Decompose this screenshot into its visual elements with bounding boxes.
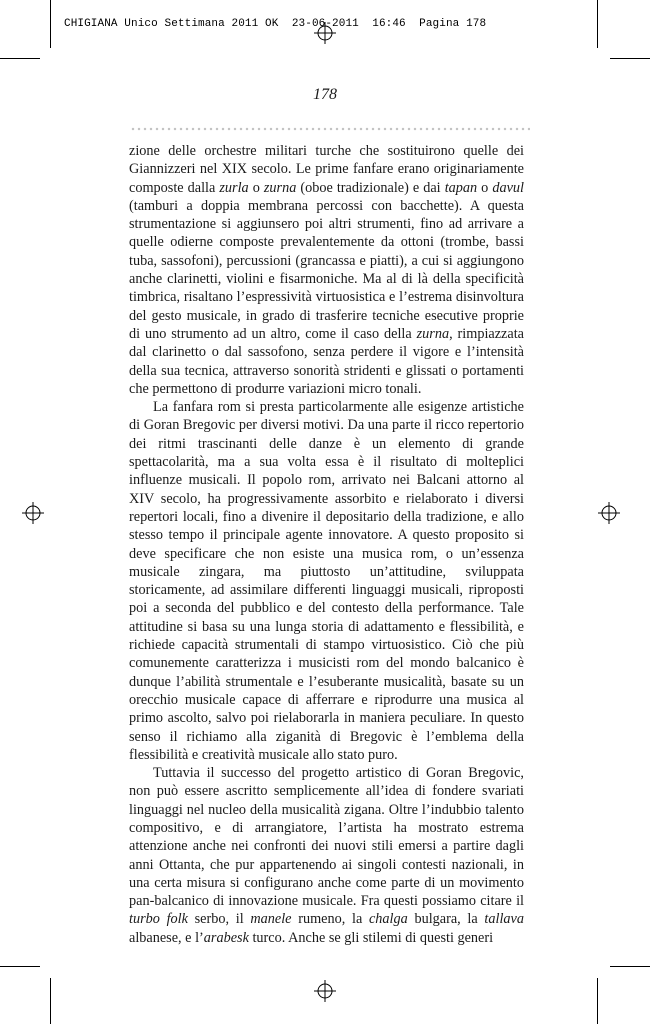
- text-run: albanese, e l’: [129, 929, 204, 946]
- body-paragraph: [129, 764, 524, 947]
- body-text: [129, 142, 524, 947]
- text-run: (tamburi a doppia membrana percossi con bacchette). A questa strumentazione si aggiunsero poi altri strumenti, fino ad arrivare a quelle odierne composte prevalentemente da ottoni (trombe, bassi tuba, sassofoni), percussioni (grancassa e piatti), a cui si aggiungono anche clarinetti, violini e fisarmoniche. Ma al di là della specificità timbrica, risaltano l’espressività virtuosistica e l’estrema disinvoltura del gesto musicale, in grado di trasferire tecniche esecutive proprie di uno strumento ad un altro, come il caso della: [129, 197, 524, 342]
- text-run: Tuttavia il successo del progetto artistico di Goran Bregovic, non può essere ascritto semplicemente all’idea di fondere svariati linguaggi nel nucleo della musicalità zigana. Oltre l’indubbio talento compositivo, e di arrangiatore, l’artista ha mostrato estrema attenzione anche nei confronti dei nuovi stili emersi a partire dagli anni Ottanta, che pur appartenendo ai singoli contesti nazionali, in una certa misura si configurano anche come parte di un movimento pan-balcanico di innovazione musicale. Fra questi possiamo citare il: [129, 765, 524, 910]
- crop-mark-bottom-left-horizontal: [0, 966, 40, 967]
- crop-mark-top-left-horizontal: [0, 58, 40, 59]
- crop-mark-bottom-right-vertical: [597, 978, 598, 1024]
- registration-mark-left-icon: [22, 502, 44, 524]
- text-run: o: [477, 179, 493, 196]
- text-run: bulgara, la: [407, 911, 485, 928]
- text-run: , rimpiazzata dal clarinetto o dal sassofono, senza perdere il vigore e l’intensità della sua tecnica, attraverso sonorità stridenti e glissati o portamenti che permettono di produrre variazioni micro tonali.: [129, 325, 524, 397]
- body-paragraph: [129, 142, 524, 398]
- crop-mark-top-right-vertical: [597, 0, 598, 48]
- registration-mark-bottom-icon: [314, 980, 336, 1002]
- italic-term: tapan: [444, 179, 478, 196]
- body-paragraph: [129, 398, 524, 764]
- text-run: La fanfara rom si presta particolarmente alle esigenze artistiche di Goran Bregovic per diversi motivi. Da una parte il ricco repertorio dei ritmi trascinanti delle danze è un elemento di grande spettacolarità, ma a sua volta essa è il risultato di molteplici influenze musicali. Il popolo rom, arrivato nei Balcani attorno al XIV secolo, ha progressivamente assorbito e rielaborato i diversi repertori locali, fino a divenire il depositario della tradizione, e allo stesso tempo il principale agente innovatore. A questo proposito si deve specificare che non esiste una musica rom, o un’essenza musicale zingara, ma piuttosto un’attitudine, sviluppata storicamente, ad assimilare differenti linguaggi musicali, riproposti poi a seconda del pubblico e del contesto della performance. Tale attitudine si basa su una lunga storia di adattamento e flessibilità, e richiede capacità strumentali di stampo virtuosistico. Ciò che più comunemente caratterizza i musicisti rom del mondo balcanico è dunque l’abilità strumentale e l’esuberante musicalità, basate su un orecchio musicale capace di afferrare e riprodurre una musica al primo ascolto, salvo poi rielaborarla in maniera peculiare. In questo senso il richiamo alla ziganità di Bregovic è l’emblema della flessibilità e creatività musicale allo stato puro.: [129, 399, 524, 763]
- registration-mark-right-icon: [598, 502, 620, 524]
- text-run: turco. Anche se gli stilemi di questi generi: [248, 929, 494, 946]
- italic-term: chalga: [368, 911, 408, 928]
- italic-term: arabesk: [203, 929, 249, 946]
- italic-term: tallava: [484, 911, 524, 928]
- italic-term: davul: [492, 179, 525, 196]
- crop-mark-top-right-horizontal: [610, 58, 650, 59]
- italic-term: zurna: [416, 325, 450, 342]
- dotted-rule: [130, 127, 530, 131]
- text-run: serbo, il: [187, 911, 251, 928]
- text-run: o: [248, 179, 264, 196]
- italic-term: zurla: [219, 179, 249, 196]
- italic-term: manele: [250, 911, 292, 928]
- slug-line: CHIGIANA Unico Settimana 2011 OK 23-06-2011 16:46 Pagina 178: [64, 18, 487, 30]
- text-run: rumeno, la: [291, 911, 369, 928]
- italic-term: zurna: [263, 179, 297, 196]
- italic-term: turbo folk: [129, 911, 188, 928]
- page-number: 178: [313, 86, 337, 103]
- crop-mark-bottom-left-vertical: [50, 978, 51, 1024]
- text-run: zione delle orchestre militari turche che sostituirono quelle dei Giannizzeri nel XIX secolo. Le prime fanfare erano originariamente composte dalla: [129, 143, 524, 196]
- text-run: (oboe tradizionale) e dai: [296, 179, 445, 196]
- crop-mark-bottom-right-horizontal: [610, 966, 650, 967]
- crop-mark-top-left-vertical: [50, 0, 51, 48]
